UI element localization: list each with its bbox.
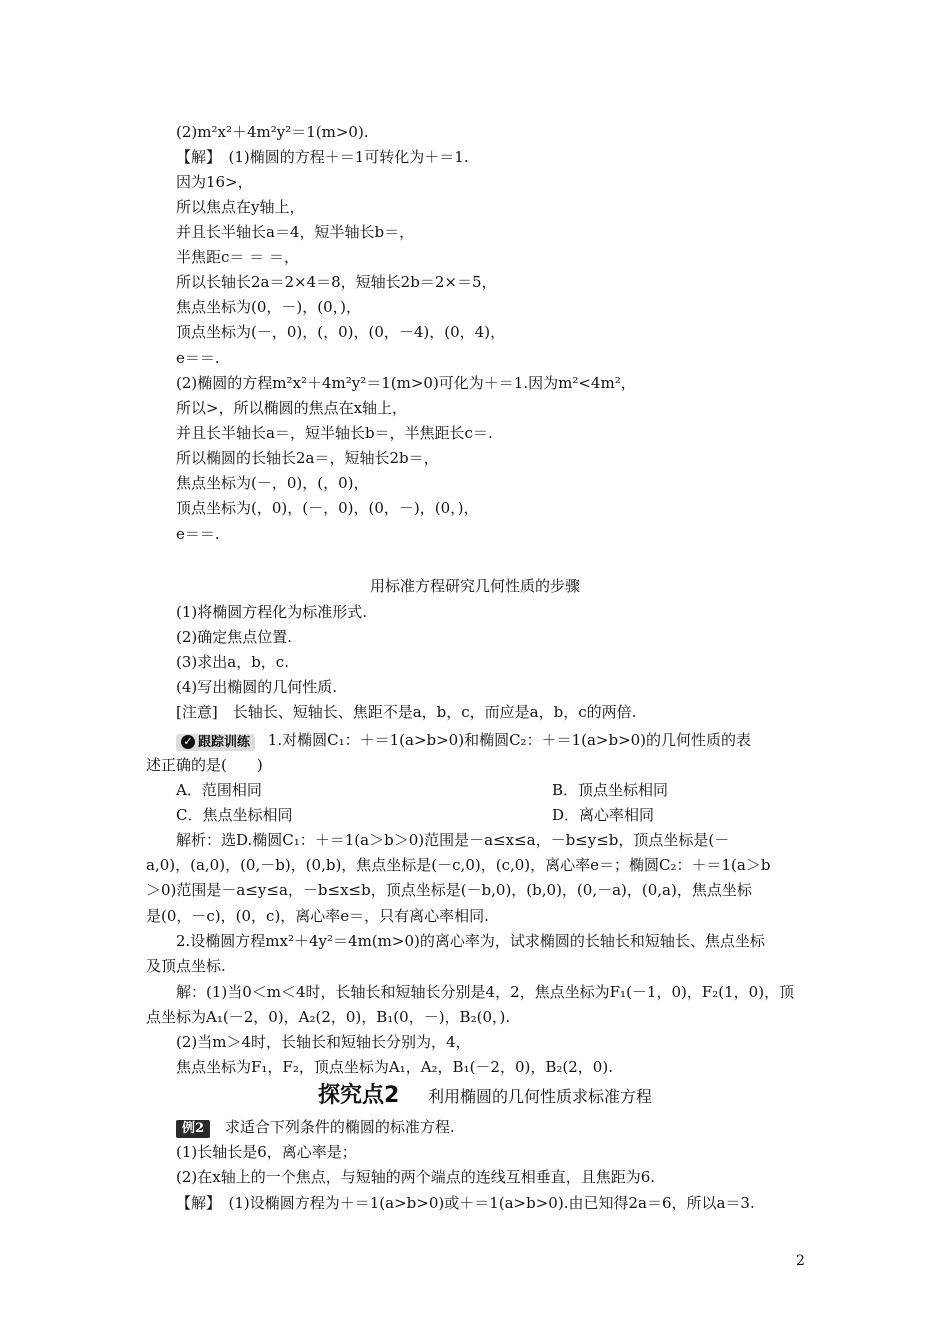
text-line: 所以长轴长2a＝2×4＝8，短轴长2b＝2×＝5，	[176, 273, 497, 291]
section-title: 探究点2	[318, 1083, 400, 1108]
tracking-badge-label: 跟踪训练	[198, 734, 251, 750]
section-subtitle: 利用椭圆的几何性质求标准方程	[428, 1087, 653, 1106]
text-line: 顶点坐标为(－，0)，(，0)，(0，－4)，(0，4)，	[176, 323, 506, 341]
solution-line: 解析：选D.椭圆C₁：＋＝1(a＞b＞0)范围是－a≤x≤a，－b≤y≤b，顶点坐标是(－	[176, 831, 730, 849]
example-text: 求适合下列条件的椭圆的标准方程.	[224, 1118, 455, 1136]
option-d: D．离心率相同	[552, 806, 655, 824]
example-line: (2)在x轴上的一个焦点，与短轴的两个端点的连线互相垂直，且焦距为6.	[176, 1168, 656, 1186]
text-line: 【解】 (1)椭圆的方程＋＝1可转化为＋＝1.	[176, 148, 469, 166]
solution-line: ＞0)范围是－a≤y≤a，－b≤x≤b，顶点坐标是(－b,0)，(b,0)，(0,－a)，(0,a)，焦点坐标	[146, 881, 752, 899]
method-step: (3)求出a，b，c.	[176, 653, 289, 671]
question-2-line: 及顶点坐标.	[146, 957, 226, 975]
text-line: 并且长半轴长a＝，短半轴长b＝，半焦距长c＝.	[176, 424, 493, 442]
method-note: [注意] 长轴长、短轴长、焦距不是a，b，c，而应是a，b，c的两倍.	[176, 703, 637, 721]
page-number: 2	[796, 1253, 805, 1269]
solution-line: a,0)，(a,0)，(0,－b)，(0,b)，焦点坐标是(－c,0)，(c,0)，离心率e＝；椭圆C₂：＋＝1(a＞b	[146, 856, 771, 874]
text-line: 因为16>，	[176, 173, 253, 191]
option-c: C．焦点坐标相同	[176, 806, 293, 824]
option-b: B．顶点坐标相同	[552, 781, 669, 799]
example-line: 【解】 (1)设椭圆方程为＋＝1(a>b>0)或＋＝1(a>b>0).由已知得2a＝6，所以a＝3.	[176, 1194, 755, 1212]
text-line: 顶点坐标为(，0)，(－，0)，(0，－)，(0，)，	[176, 499, 479, 517]
example-line: (1)长轴长是6，离心率是；	[176, 1143, 357, 1161]
text-line: e＝＝.	[176, 349, 220, 367]
solution-line: 是(0，－c)，(0，c)，离心率e＝，只有离心率相同.	[146, 907, 489, 925]
text-line: 焦点坐标为(－，0)，(，0)，	[176, 474, 369, 492]
text-line: (2)m²x²＋4m²y²＝1(m>0).	[176, 123, 369, 141]
tracking-header	[176, 730, 751, 751]
answer-line: (2)当m＞4时，长轴长和短轴长分别为，4，	[176, 1033, 471, 1051]
option-a: A．范围相同	[176, 781, 262, 799]
example-badge: 例2	[176, 1120, 210, 1138]
text-line: 述正确的是( )	[146, 756, 263, 774]
text-line: 并且长半轴长a＝4，短半轴长b＝，	[176, 223, 415, 241]
text-line: (2)椭圆的方程m²x²＋4m²y²＝1(m>0)可化为＋＝1.因为m²<4m²，	[176, 374, 636, 392]
tracking-badge	[176, 734, 255, 751]
text-line: 半焦距c＝ ＝ ＝，	[176, 248, 299, 266]
question-2-line: 2.设椭圆方程mx²＋4y²＝4m(m>0)的离心率为，试求椭圆的长轴长和短轴长、焦点坐标	[176, 932, 765, 950]
method-title: 用标准方程研究几何性质的步骤	[369, 577, 580, 595]
method-step: (2)确定焦点位置.	[176, 628, 293, 646]
text-line: 所以椭圆的长轴长2a＝，短轴长2b＝，	[176, 449, 439, 467]
text-line: e＝＝.	[176, 525, 220, 543]
method-step: (1)将椭圆方程化为标准形式.	[176, 603, 368, 621]
text-line: 所以焦点在y轴上，	[176, 198, 305, 216]
question-1-text: 1.对椭圆C₁：＋＝1(a>b>0)和椭圆C₂：＋＝1(a>b>0)的几何性质的表	[267, 731, 752, 749]
text-line: 焦点坐标为(0，－)，(0，)，	[176, 298, 361, 316]
method-step: (4)写出椭圆的几何性质.	[176, 678, 338, 696]
check-icon: ✓	[181, 735, 195, 749]
answer-line: 解：(1)当0＜m＜4时，长轴长和短轴长分别是4，2，焦点坐标为F₁(－1，0)，F₂(1，0)，顶	[176, 983, 795, 1001]
example-header	[176, 1117, 455, 1138]
answer-line: 焦点坐标为F₁，F₂，顶点坐标为A₁，A₂，B₁(－2，0)，B₂(2，0).	[176, 1058, 613, 1076]
answer-line: 点坐标为A₁(－2，0)，A₂(2，0)，B₁(0，－)，B₂(0，).	[146, 1008, 511, 1026]
text-line: 所以>，所以椭圆的焦点在x轴上，	[176, 399, 408, 417]
